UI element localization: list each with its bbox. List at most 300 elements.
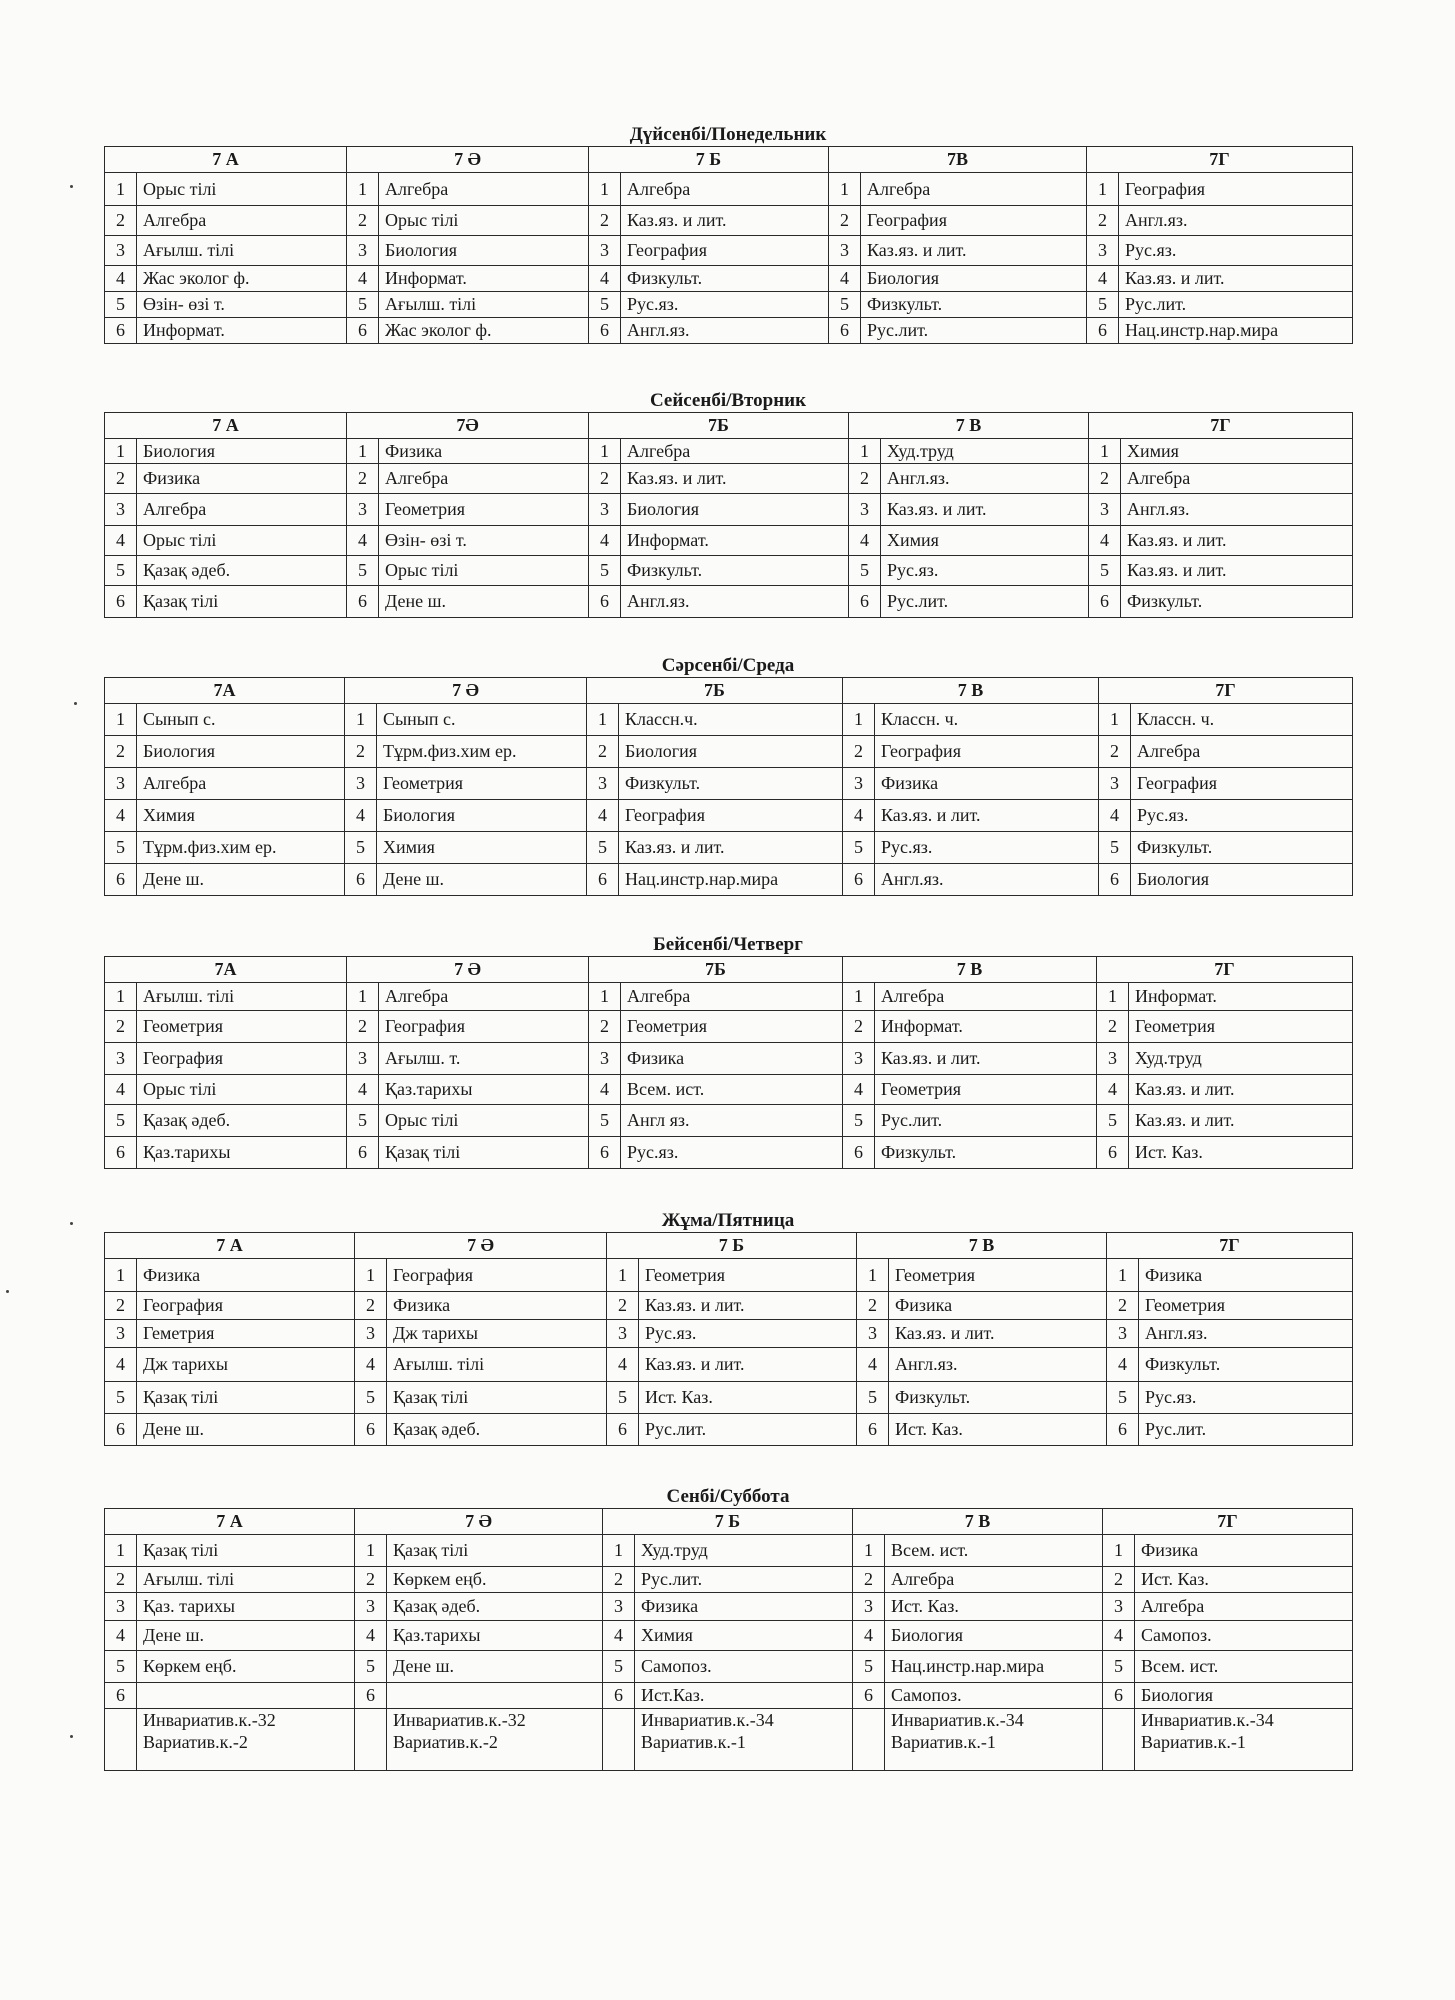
subject-cell-7ae: Дене ш.	[387, 1651, 603, 1683]
subject-cell-7v: Рус.яз.	[875, 832, 1099, 864]
lesson-number: 5	[105, 1382, 137, 1414]
lesson-number: 2	[1103, 1567, 1135, 1593]
lesson-number: 1	[105, 983, 137, 1011]
lesson-row	[105, 292, 1353, 318]
lesson-number: 5	[105, 1105, 137, 1137]
lesson-number: 3	[1097, 1043, 1129, 1075]
lesson-number: 6	[843, 1137, 875, 1169]
lesson-number: 5	[347, 292, 379, 318]
lesson-row	[105, 318, 1353, 344]
lesson-row	[105, 1105, 1353, 1137]
subject-cell-7a: География	[137, 1292, 355, 1320]
subject-cell-7g: Каз.яз. и лит.	[1129, 1105, 1353, 1137]
invariant-hours: Инвариатив.к.-34	[641, 1710, 774, 1730]
lesson-number: 5	[105, 1651, 137, 1683]
lesson-number: 1	[347, 439, 379, 464]
lesson-number: 3	[589, 236, 621, 266]
subject-cell-7g: Ист. Каз.	[1135, 1567, 1353, 1593]
subject-cell-7v: Классн. ч.	[875, 704, 1099, 736]
subject-cell-7ae: Биология	[377, 800, 587, 832]
class-header-7g: 7Г	[1103, 1509, 1353, 1535]
lesson-number: 5	[345, 832, 377, 864]
hours-summary-7v	[885, 1709, 1103, 1771]
lesson-row	[105, 464, 1353, 494]
lesson-number: 6	[355, 1683, 387, 1709]
lesson-number: 2	[607, 1292, 639, 1320]
subject-cell-7a: Алгебра	[137, 768, 345, 800]
lesson-row	[105, 1382, 1353, 1414]
lesson-number: 3	[105, 1593, 137, 1621]
lesson-number: 3	[105, 494, 137, 526]
lesson-row	[105, 983, 1353, 1011]
lesson-number: 2	[843, 1011, 875, 1043]
subject-cell-7v: Алгебра	[885, 1567, 1103, 1593]
subject-cell-7ae: Дене ш.	[379, 586, 589, 618]
scan-speck	[70, 1222, 73, 1225]
lesson-number: 4	[589, 266, 621, 292]
subject-cell-7a: Сынып с.	[137, 704, 345, 736]
subject-cell-7v: Алгебра	[861, 173, 1087, 206]
subject-cell-7a: Биология	[137, 736, 345, 768]
subject-cell-7ae: Орыс тілі	[379, 1105, 589, 1137]
lesson-number: 3	[589, 1043, 621, 1075]
lesson-row	[105, 800, 1353, 832]
lesson-number: 3	[849, 494, 881, 526]
subject-cell-7ae: Қазақ тілі	[387, 1535, 603, 1567]
lesson-number: 3	[355, 1320, 387, 1348]
class-header-7b: 7 Б	[603, 1509, 853, 1535]
lesson-number: 6	[607, 1414, 639, 1446]
lesson-number: 4	[843, 1075, 875, 1105]
subject-cell-7v: Каз.яз. и лит.	[875, 800, 1099, 832]
variant-hours: Вариатив.к.-1	[891, 1732, 996, 1752]
lesson-number: 5	[843, 1105, 875, 1137]
scan-speck	[70, 1735, 73, 1738]
lesson-number: 4	[853, 1621, 885, 1651]
subject-cell-7g: Алгебра	[1121, 464, 1353, 494]
subject-cell-7v: Каз.яз. и лит.	[861, 236, 1087, 266]
subject-cell-7g: Физкульт.	[1131, 832, 1353, 864]
lesson-number: 5	[105, 556, 137, 586]
lesson-number: 4	[355, 1621, 387, 1651]
schedule-table	[104, 146, 1353, 344]
lesson-row	[105, 832, 1353, 864]
subject-cell-7ae: Ағылш. тілі	[387, 1348, 607, 1382]
subject-cell-7v: Физика	[875, 768, 1099, 800]
subject-cell-7b: Англ.яз.	[621, 586, 849, 618]
lesson-number: 6	[1089, 586, 1121, 618]
schedule-table	[104, 412, 1353, 618]
schedule-table	[104, 677, 1353, 896]
subject-cell-7v: Рус.лит.	[861, 318, 1087, 344]
subject-cell-7a: Биология	[137, 439, 347, 464]
class-header-7v: 7 В	[853, 1509, 1103, 1535]
subject-cell-7a: Физика	[137, 1259, 355, 1292]
lesson-number: 1	[843, 983, 875, 1011]
lesson-number: 3	[355, 1593, 387, 1621]
lesson-row	[105, 1137, 1353, 1169]
subject-cell-7b: Каз.яз. и лит.	[619, 832, 843, 864]
lesson-number: 2	[355, 1567, 387, 1593]
lesson-number: 5	[829, 292, 861, 318]
lesson-number: 3	[347, 236, 379, 266]
subject-cell-7ae: Қаз.тарихы	[387, 1621, 603, 1651]
lesson-number: 2	[843, 736, 875, 768]
summary-blank	[603, 1709, 635, 1771]
lesson-number: 5	[105, 292, 137, 318]
subject-cell-7b: Англ яз.	[621, 1105, 843, 1137]
subject-cell-7a: Ағылш. тілі	[137, 983, 347, 1011]
subject-cell-7g: Физика	[1135, 1535, 1353, 1567]
lesson-number: 2	[1087, 206, 1119, 236]
lesson-number: 5	[589, 556, 621, 586]
lesson-number: 2	[105, 1292, 137, 1320]
lesson-row	[105, 526, 1353, 556]
lesson-number: 3	[857, 1320, 889, 1348]
subject-cell-7ae: Қазақ әдеб.	[387, 1593, 603, 1621]
lesson-number: 1	[347, 983, 379, 1011]
lesson-number: 6	[1107, 1414, 1139, 1446]
subject-cell-7ae: Қазақ тілі	[379, 1137, 589, 1169]
subject-cell-7v: Рус.лит.	[881, 586, 1089, 618]
lesson-number: 2	[105, 464, 137, 494]
subject-cell-7g: Рус.лит.	[1119, 292, 1353, 318]
lesson-number: 6	[347, 1137, 379, 1169]
subject-cell-7g: Химия	[1121, 439, 1353, 464]
lesson-number: 4	[1103, 1621, 1135, 1651]
subject-cell-7b: Алгебра	[621, 983, 843, 1011]
lesson-row	[105, 1348, 1353, 1382]
subject-cell-7v: География	[875, 736, 1099, 768]
lesson-number: 1	[355, 1259, 387, 1292]
subject-cell-7b: Нац.инстр.нар.мира	[619, 864, 843, 896]
subject-cell-7a: Қаз. тарихы	[137, 1593, 355, 1621]
lesson-number: 3	[347, 494, 379, 526]
subject-cell-7a: География	[137, 1043, 347, 1075]
subject-cell-7ae: География	[387, 1259, 607, 1292]
subject-cell-7v: Самопоз.	[885, 1683, 1103, 1709]
lesson-number: 3	[1107, 1320, 1139, 1348]
lesson-number: 1	[829, 173, 861, 206]
lesson-number: 2	[849, 464, 881, 494]
lesson-number: 4	[1107, 1348, 1139, 1382]
lesson-number: 5	[587, 832, 619, 864]
day-title: Бейсенбі/Четверг	[653, 934, 803, 955]
summary-blank	[355, 1709, 387, 1771]
subject-cell-7b: Рус.яз.	[621, 1137, 843, 1169]
subject-cell-7ae: Геометрия	[377, 768, 587, 800]
lesson-number: 6	[105, 1683, 137, 1709]
subject-cell-7a: Алгебра	[137, 206, 347, 236]
subject-cell-7b: Ист.Каз.	[635, 1683, 853, 1709]
lesson-number: 3	[1089, 494, 1121, 526]
lesson-number: 2	[829, 206, 861, 236]
subject-cell-7g: Каз.яз. и лит.	[1121, 556, 1353, 586]
class-header-row	[105, 413, 1353, 439]
subject-cell-7ae: Көркем еңб.	[387, 1567, 603, 1593]
subject-cell-7g: Самопоз.	[1135, 1621, 1353, 1651]
subject-cell-7b: Рус.лит.	[639, 1414, 857, 1446]
lesson-number: 1	[1087, 173, 1119, 206]
lesson-number: 6	[347, 586, 379, 618]
lesson-number: 6	[355, 1414, 387, 1446]
lesson-number: 4	[355, 1348, 387, 1382]
lesson-row	[105, 173, 1353, 206]
subject-cell-7v: Физкульт.	[875, 1137, 1097, 1169]
class-header-7v: 7 В	[857, 1233, 1107, 1259]
subject-cell-7b: Физика	[635, 1593, 853, 1621]
lesson-number: 4	[347, 1075, 379, 1105]
subject-cell-7g: Геометрия	[1129, 1011, 1353, 1043]
subject-cell-7g: Геометрия	[1139, 1292, 1353, 1320]
lesson-number: 3	[607, 1320, 639, 1348]
subject-cell-7g: Англ.яз.	[1139, 1320, 1353, 1348]
lesson-number: 3	[1099, 768, 1131, 800]
hours-summary-7g	[1135, 1709, 1353, 1771]
variant-hours: Вариатив.к.-2	[393, 1732, 498, 1752]
class-header-7v: 7 В	[849, 413, 1089, 439]
day-title: Сейсенбі/Вторник	[649, 390, 807, 411]
subject-cell-7a: Орыс тілі	[137, 1075, 347, 1105]
lesson-number: 6	[105, 864, 137, 896]
subject-cell-7b: Физика	[621, 1043, 843, 1075]
hours-summary-7a	[137, 1709, 355, 1771]
subject-cell-7v: Рус.яз.	[881, 556, 1089, 586]
lesson-number: 4	[105, 800, 137, 832]
lesson-number: 5	[849, 556, 881, 586]
lesson-number: 3	[105, 768, 137, 800]
subject-cell-7v: Информат.	[875, 1011, 1097, 1043]
day-schedule-6	[104, 1486, 1352, 1771]
lesson-row	[105, 1011, 1353, 1043]
lesson-number: 5	[1103, 1651, 1135, 1683]
class-header-7a: 7А	[105, 678, 345, 704]
day-schedule-1	[104, 124, 1352, 344]
subject-cell-7b: Химия	[635, 1621, 853, 1651]
lesson-row	[105, 736, 1353, 768]
lesson-number: 4	[105, 1348, 137, 1382]
subject-cell-7a: Қаз.тарихы	[137, 1137, 347, 1169]
subject-cell-7ae: Жас эколог ф.	[379, 318, 589, 344]
lesson-row	[105, 586, 1353, 618]
class-header-7v: 7 В	[843, 678, 1099, 704]
class-header-7a: 7А	[105, 957, 347, 983]
lesson-number: 3	[829, 236, 861, 266]
lesson-number: 2	[105, 1567, 137, 1593]
subject-cell-7ae: Дж тарихы	[387, 1320, 607, 1348]
class-header-row	[105, 147, 1353, 173]
lesson-number: 4	[587, 800, 619, 832]
summary-blank	[853, 1709, 885, 1771]
lesson-row	[105, 1043, 1353, 1075]
lesson-number: 3	[105, 1043, 137, 1075]
lesson-number: 1	[345, 704, 377, 736]
lesson-number: 4	[1089, 526, 1121, 556]
subject-cell-7a: Ағылш. тілі	[137, 1567, 355, 1593]
subject-cell-7a: Ағылш. тілі	[137, 236, 347, 266]
lesson-number: 4	[589, 1075, 621, 1105]
subject-cell-7b: Рус.яз.	[621, 292, 829, 318]
lesson-number: 6	[587, 864, 619, 896]
subject-cell-7b: Классн.ч.	[619, 704, 843, 736]
subject-cell-7v: Алгебра	[875, 983, 1097, 1011]
hours-summary-7ae	[387, 1709, 603, 1771]
subject-cell-7a: Қазақ әдеб.	[137, 556, 347, 586]
subject-cell-7g: Физкульт.	[1139, 1348, 1353, 1382]
lesson-number: 1	[589, 173, 621, 206]
class-header-7ae: 7 Ә	[347, 957, 589, 983]
variant-hours: Вариатив.к.-2	[143, 1732, 248, 1752]
subject-cell-7ae: Тұрм.физ.хим ер.	[377, 736, 587, 768]
subject-cell-7b: Рус.яз.	[639, 1320, 857, 1348]
class-header-7ae: 7 Ә	[355, 1233, 607, 1259]
lesson-number: 4	[347, 526, 379, 556]
subject-cell-7b: Каз.яз. и лит.	[621, 464, 849, 494]
subject-cell-7v: Рус.лит.	[875, 1105, 1097, 1137]
subject-cell-7b: Каз.яз. и лит.	[621, 206, 829, 236]
subject-cell-7b: Информат.	[621, 526, 849, 556]
class-header-7g: 7Г	[1099, 678, 1353, 704]
scan-speck	[74, 702, 77, 705]
lesson-number: 3	[853, 1593, 885, 1621]
subject-cell-7g: Рус.яз.	[1139, 1382, 1353, 1414]
subject-cell-7v: Англ.яз.	[875, 864, 1099, 896]
subject-cell-7ae: Химия	[377, 832, 587, 864]
lesson-number: 1	[857, 1259, 889, 1292]
subject-cell-7ae: Алгебра	[379, 983, 589, 1011]
lesson-number: 3	[589, 494, 621, 526]
invariant-hours: Инвариатив.к.-32	[393, 1710, 526, 1730]
subject-cell-7a: Қазақ тілі	[137, 586, 347, 618]
subject-cell-7a: Дене ш.	[137, 864, 345, 896]
lesson-number: 6	[1087, 318, 1119, 344]
subject-cell-7g: Биология	[1131, 864, 1353, 896]
lesson-number: 2	[347, 1011, 379, 1043]
lesson-row	[105, 206, 1353, 236]
subject-cell-7g: Рус.яз.	[1119, 236, 1353, 266]
subject-cell-7ae	[387, 1683, 603, 1709]
subject-cell-7a: Көркем еңб.	[137, 1651, 355, 1683]
subject-cell-7v: Геометрия	[889, 1259, 1107, 1292]
class-header-7v: 7 В	[843, 957, 1097, 983]
lesson-number: 3	[587, 768, 619, 800]
subject-cell-7b: Худ.труд	[635, 1535, 853, 1567]
lesson-number: 3	[105, 1320, 137, 1348]
lesson-number: 5	[843, 832, 875, 864]
lesson-row	[105, 1683, 1353, 1709]
lesson-number: 4	[105, 1075, 137, 1105]
subject-cell-7b: Физкульт.	[621, 556, 849, 586]
lesson-number: 2	[355, 1292, 387, 1320]
subject-cell-7ae: Информат.	[379, 266, 589, 292]
variant-hours: Вариатив.к.-1	[1141, 1732, 1246, 1752]
subject-cell-7a: Қазақ тілі	[137, 1535, 355, 1567]
lesson-number: 2	[1097, 1011, 1129, 1043]
lesson-number: 4	[105, 266, 137, 292]
subject-cell-7a: Химия	[137, 800, 345, 832]
lesson-row	[105, 494, 1353, 526]
subject-cell-7ae: Қаз.тарихы	[379, 1075, 589, 1105]
class-header-7a: 7 А	[105, 1509, 355, 1535]
subject-cell-7v: Англ.яз.	[881, 464, 1089, 494]
class-header-row	[105, 678, 1353, 704]
subject-cell-7ae: Алгебра	[379, 464, 589, 494]
lesson-row	[105, 1292, 1353, 1320]
lesson-number: 6	[105, 1414, 137, 1446]
lesson-number: 6	[105, 318, 137, 344]
subject-cell-7g: Ист. Каз.	[1129, 1137, 1353, 1169]
subject-cell-7b: Алгебра	[621, 439, 849, 464]
subject-cell-7ae: Сынып с.	[377, 704, 587, 736]
lesson-number: 2	[347, 464, 379, 494]
lesson-number: 1	[355, 1535, 387, 1567]
lesson-number: 3	[345, 768, 377, 800]
lesson-row	[105, 439, 1353, 464]
class-header-7ae: 7 Ә	[347, 147, 589, 173]
lesson-row	[105, 1535, 1353, 1567]
lesson-number: 5	[1089, 556, 1121, 586]
lesson-number: 6	[105, 586, 137, 618]
subject-cell-7g: Рус.яз.	[1131, 800, 1353, 832]
subject-cell-7v: Физкульт.	[889, 1382, 1107, 1414]
subject-cell-7b: Геометрия	[621, 1011, 843, 1043]
subject-cell-7g: Алгебра	[1135, 1593, 1353, 1621]
lesson-number: 5	[853, 1651, 885, 1683]
lesson-row	[105, 704, 1353, 736]
lesson-number: 1	[587, 704, 619, 736]
subject-cell-7g: Биология	[1135, 1683, 1353, 1709]
subject-cell-7a: Тұрм.физ.хим ер.	[137, 832, 345, 864]
subject-cell-7v: Каз.яз. и лит.	[889, 1320, 1107, 1348]
subject-cell-7ae: Өзін- өзі т.	[379, 526, 589, 556]
subject-cell-7v: Англ.яз.	[889, 1348, 1107, 1382]
lesson-number: 4	[1097, 1075, 1129, 1105]
subject-cell-7v: Химия	[881, 526, 1089, 556]
lesson-number: 1	[105, 1535, 137, 1567]
subject-cell-7b: Рус.лит.	[635, 1567, 853, 1593]
lesson-number: 1	[843, 704, 875, 736]
class-header-7b: 7Б	[587, 678, 843, 704]
class-header-7a: 7 А	[105, 413, 347, 439]
lesson-number: 2	[603, 1567, 635, 1593]
invariant-hours: Инвариатив.к.-34	[891, 1710, 1024, 1730]
subject-cell-7a: Жас эколог ф.	[137, 266, 347, 292]
subject-cell-7b: Самопоз.	[635, 1651, 853, 1683]
schedule-table	[104, 1508, 1353, 1771]
class-header-7v: 7В	[829, 147, 1087, 173]
subject-cell-7v: Ист. Каз.	[885, 1593, 1103, 1621]
subject-cell-7g: География	[1119, 173, 1353, 206]
lesson-number: 6	[1103, 1683, 1135, 1709]
lesson-number: 5	[355, 1382, 387, 1414]
subject-cell-7b: Биология	[619, 736, 843, 768]
subject-cell-7a: Өзін- өзі т.	[137, 292, 347, 318]
lesson-number: 4	[589, 526, 621, 556]
subject-cell-7g: Каз.яз. и лит.	[1119, 266, 1353, 292]
subject-cell-7a: Геметрия	[137, 1320, 355, 1348]
summary-blank	[1103, 1709, 1135, 1771]
lesson-row	[105, 1593, 1353, 1621]
day-title: Дүйсенбі/Понедельник	[629, 124, 827, 145]
subject-cell-7v: Худ.труд	[881, 439, 1089, 464]
class-header-7a: 7 А	[105, 147, 347, 173]
lesson-number: 2	[589, 1011, 621, 1043]
lesson-number: 4	[105, 526, 137, 556]
class-header-7ae: 7 Ә	[345, 678, 587, 704]
class-header-7g: 7Г	[1089, 413, 1353, 439]
class-header-7g: 7Г	[1097, 957, 1353, 983]
day-schedule-2	[104, 390, 1352, 618]
